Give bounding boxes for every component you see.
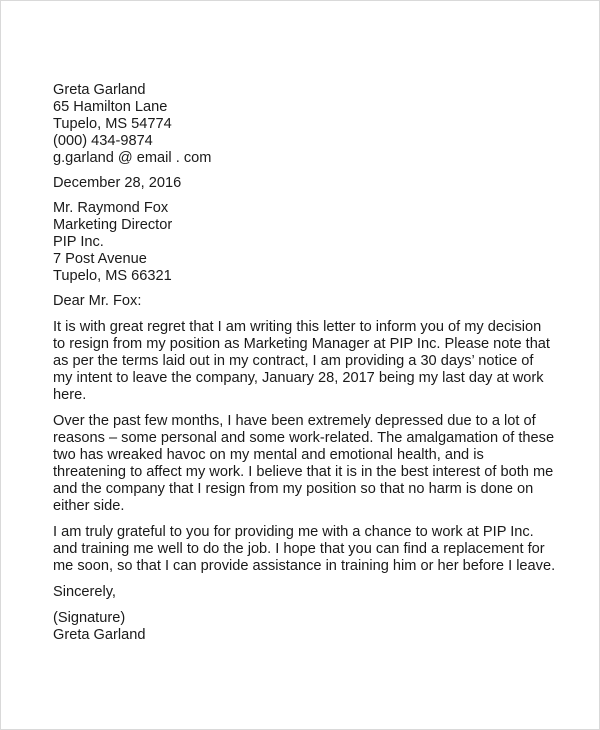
paragraph-line: my intent to leave the company, January 28, 2017 being my last day at work — [53, 370, 544, 386]
paragraph-line: here. — [53, 387, 87, 403]
recipient-company: PIP Inc. — [53, 234, 104, 250]
paragraph-line: and the company that I resign from my position so that no harm is done on — [53, 481, 534, 497]
paragraph-line: as per the terms laid out in my contract, I am providing a 30 days’ notice of — [53, 353, 534, 369]
paragraph-line: either side. — [53, 498, 125, 514]
body-paragraph-2 — [53, 413, 573, 515]
salutation: Dear Mr. Fox: — [53, 293, 142, 309]
paragraph-line: and training me well to do the job. I hope that you can find a replacement for — [53, 541, 545, 557]
recipient-street: 7 Post Avenue — [53, 251, 147, 267]
signature-label: (Signature) — [53, 610, 126, 626]
recipient-title: Marketing Director — [53, 217, 173, 233]
recipient-address — [53, 200, 573, 285]
sender-email: g.garland @ email . com — [53, 150, 212, 166]
paragraph-line: It is with great regret that I am writing this letter to inform you of my decision — [53, 319, 542, 335]
body-paragraph-3 — [53, 524, 573, 575]
letter-date-block — [53, 175, 573, 192]
body-paragraph-1 — [53, 319, 573, 404]
signature-name: Greta Garland — [53, 627, 146, 643]
sender-name: Greta Garland — [53, 82, 146, 98]
sender-address — [53, 82, 573, 167]
paragraph-line: threatening to affect my work. I believe that it is in the best interest of both me — [53, 464, 554, 480]
paragraph-line: me soon, so that I can provide assistance in training him or her before I leave. — [53, 558, 556, 574]
closing-block — [53, 584, 573, 601]
sender-phone: (000) 434-9874 — [53, 133, 153, 149]
paragraph-line: two has wreaked havoc on my mental and emotional health, and is — [53, 447, 484, 463]
recipient-name: Mr. Raymond Fox — [53, 200, 169, 216]
closing: Sincerely, — [53, 584, 116, 600]
sender-street: 65 Hamilton Lane — [53, 99, 168, 115]
sender-city: Tupelo, MS 54774 — [53, 116, 172, 132]
signature-block — [53, 610, 573, 644]
paragraph-line: reasons – some personal and some work-related. The amalgamation of these — [53, 430, 555, 446]
letter-date: December 28, 2016 — [53, 175, 182, 191]
paragraph-line: I am truly grateful to you for providing me with a chance to work at PIP Inc. — [53, 524, 534, 540]
letter-body — [53, 82, 573, 644]
salutation-block — [53, 293, 573, 310]
paragraph-line: Over the past few months, I have been extremely depressed due to a lot of — [53, 413, 536, 429]
paragraph-line: to resign from my position as Marketing Manager at PIP Inc. Please note that — [53, 336, 550, 352]
recipient-city: Tupelo, MS 66321 — [53, 268, 172, 284]
